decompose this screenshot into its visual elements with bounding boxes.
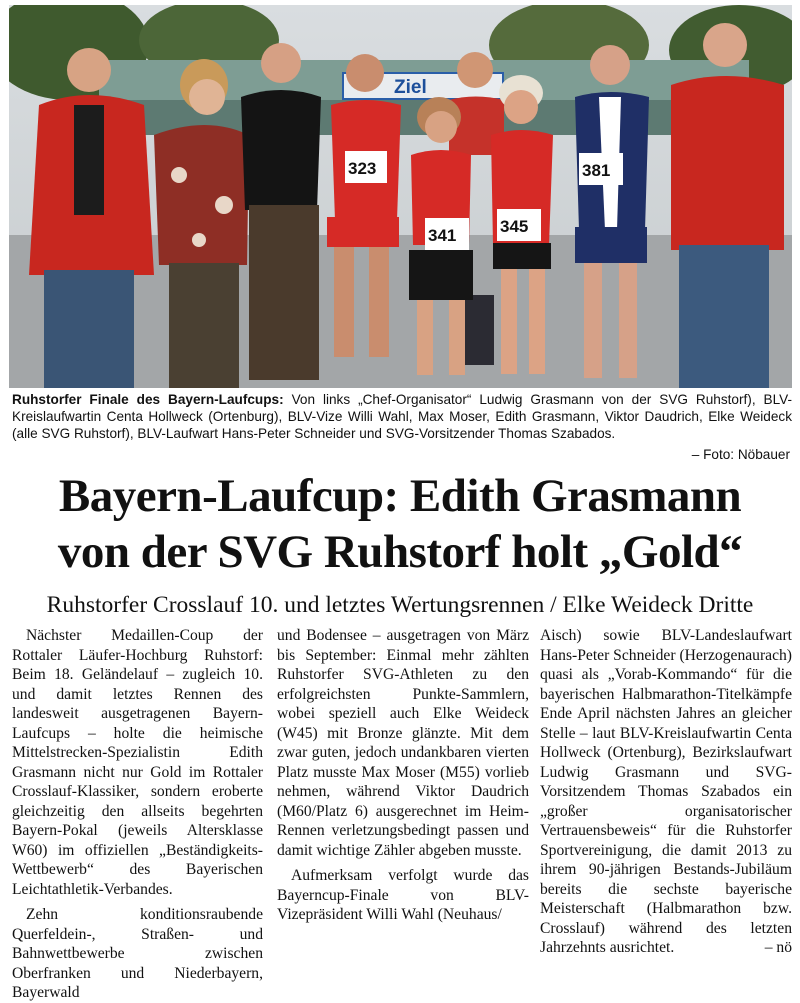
headline-line-1: Bayern-Laufcup: Edith Grasmann [58,470,742,522]
photo-credit: – Foto: Nöbauer [691,447,790,462]
headline-line-2: von der SVG Ruhstorf holt „Gold“ [57,526,743,578]
caption-heading: Ruhstorfer Finale des Bayern-Laufcups: [12,392,284,407]
article-column-2 [277,626,529,925]
bib-number: 345 [500,217,529,236]
paragraph: Zehn konditionsraubende Querfeldein-, Straßen- und Bahnwettbewerbe zwischen Oberfranken und Niederbayern, Bayerwald [12,906,263,1001]
news-photo [9,5,792,388]
person-figure [241,43,321,380]
paragraph [540,626,792,958]
headline [0,468,800,580]
paragraph: und Bodensee – ausgetragen von März bis September: Einmal mehr zählten Ruhstorfer SVG-Athleten zu den erfolgreichsten Punkte-Sammlern, wobei speziell auch Elke Weideck (W45) mit Bronze glänzte. Mit dem zwar guten, jedoch undankbaren vierten Platz musste Max Moser (M55) vorlieb nehmen, während Viktor Daudrich (M60/Platz 6) ausgerechnet im Heim-Rennen verletzungsbedingt passen und damit wichtige Zähler abgeben musste. [277,627,529,859]
bib-number: 381 [582,161,611,180]
subheadline: Ruhstorfer Crosslauf 10. und letztes Wertungsrennen / Elke Weideck Dritte [46,592,754,618]
article-column-3 [540,626,792,958]
banner-text: Ziel [394,77,427,98]
paragraph-text: Aisch) sowie BLV-Landeslaufwart Hans-Peter Schneider (Herzogenaurach) quasi als „Vorab-Kommando“ für die bayerischen Halbmarathon-Titelkämpfe Ende April nächsten Jahres an gleicher Stelle – laut BLV-Kreislaufwartin Centa Hollweck (Ortenburg), Bezirkslaufwart Ludwig Grasmann und SVG-Vorsitzendem Thomas Szabados ein „großer organisatorischer Vertrauensbeweis“ für die Ruhstorfer Sportvereinigung, die damit 2013 zu ihrem 90-jährigen Bestands-Jubiläum bereits die sechste bayerische Meisterschaft (Halbmarathon bzw. Crosslauf) während des letzten Jahrzehnts ausrichtet. [540,627,792,956]
bib-number: 341 [428,226,457,245]
article-column-1 [12,626,263,1003]
paragraph: Aufmerksam verfolgt wurde das Bayerncup-Finale von BLV-Vizepräsident Willi Wahl (Neuhaus/ [277,867,529,923]
caption-text: Von links „Chef-Organisator“ Ludwig Grasmann von der SVG Ruhstorf), BLV-Kreislaufwartin Centa Hollweck (Ortenburg), BLV-Vize Willi Wahl, Max Moser, Edith Grasmann, Viktor Daudrich, Elke Weideck (alle SVG Ruhstorf), BLV-Laufwart Hans-Peter Schneider und SVG-Vorsitzender Thomas Szabados. [12,392,792,441]
author-signature: – nö [764,939,792,956]
photo-caption [12,391,792,442]
bib-number: 323 [348,159,377,178]
paragraph: Nächster Medaillen-Coup der Rottaler Läufer-Hochburg Ruhstorf: Beim 18. Geländelauf – zugleich 10. und damit letztes Rennen des landesweit ausgetragenen Bayern-Laufcups – holte die heimische Mittelstrecken-Spezialistin Edith Grasmann nicht nur Gold im Rottaler Crosslauf-Klassiker, sondern eroberte gleichzeitig den allseits begehrten Bayern-Pokal (jeweils Altersklasse W60) im offiziellen „Beständigkeits-Wettbewerb“ des Bayerischen Leichtathletik-Verbandes. [12,627,263,898]
